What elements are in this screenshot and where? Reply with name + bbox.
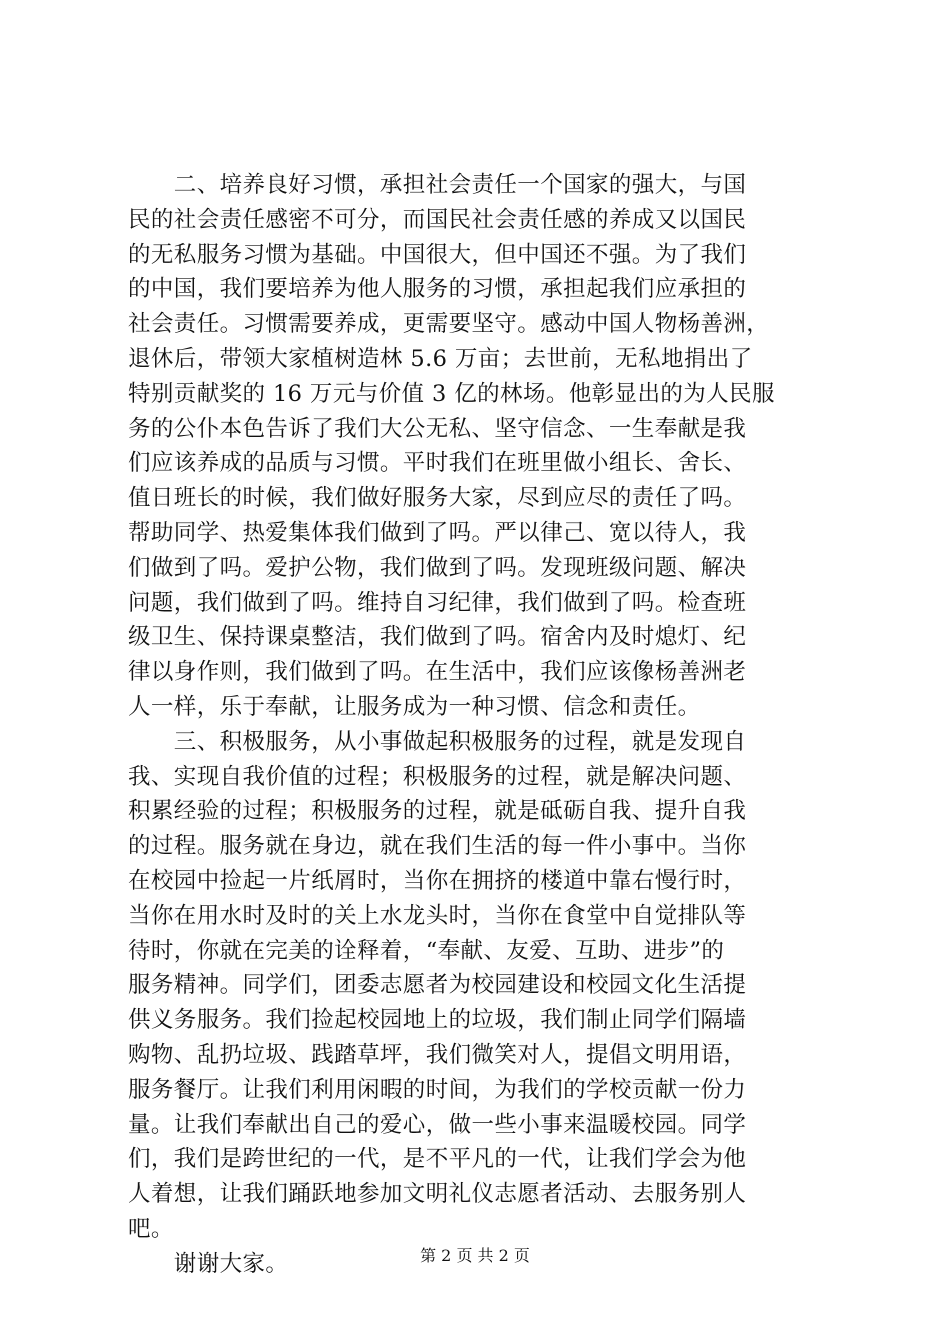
text-line: 帮助同学、热爱集体我们做到了吗。严以律己、宽以待人，我 [128,519,747,546]
text-line: 三、积极服务，从小事做起积极服务的过程，就是发现自 [128,728,747,755]
text-line: 积累经验的过程；积极服务的过程，就是砥砺自我、提升自我 [128,798,747,825]
page-number-footer: 第 2 页 共 2 页 [420,1246,530,1265]
text-line: 人着想，让我们踊跃地参加文明礼仪志愿者活动、去服务别人 [128,1181,747,1208]
text-line: 问题，我们做到了吗。维持自习纪律，我们做到了吗。检查班 [128,589,747,616]
text-line: 民的社会责任感密不可分，而国民社会责任感的养成又以国民 [128,206,747,233]
text-line: 的中国，我们要培养为他人服务的习惯，承担起我们应承担的 [128,276,747,303]
text-line: 待时，你就在完美的诠释着，“奉献、友爱、互助、进步”的 [128,937,725,964]
text-line: 当你在用水时及时的关上水龙头时，当你在食堂中自觉排队等 [128,902,747,929]
text-line: 在校园中捡起一片纸屑时，当你在拥挤的楼道中靠右慢行时， [128,867,747,894]
text-line: 购物、乱扔垃圾、践踏草坪，我们微笑对人，提倡文明用语， [128,1041,747,1068]
text-line: 们做到了吗。爱护公物，我们做到了吗。发现班级问题、解决 [128,554,747,581]
text-line: 谢谢大家。 [128,1250,289,1277]
text-line: 社会责任。习惯需要养成，更需要坚守。感动中国人物杨善洲， [128,311,770,338]
text-line: 量。让我们奉献出自己的爱心，做一些小事来温暖校园。同学 [128,1111,747,1138]
text-line: 特别贡献奖的 16 万元与价值 3 亿的林场。他彰显出的为人民服 [128,380,775,407]
document-body [128,168,828,1282]
text-line: 们，我们是跨世纪的一代，是不平凡的一代，让我们学会为他 [128,1146,747,1173]
text-line: 退休后，带领大家植树造林 5.6 万亩；去世前，无私地捐出了 [128,345,753,372]
text-line: 供义务服务。我们捡起校园地上的垃圾，我们制止同学们隔墙 [128,1007,747,1034]
text-line: 律以身作则，我们做到了吗。在生活中，我们应该像杨善洲老 [128,659,747,686]
text-line: 们应该养成的品质与习惯。平时我们在班里做小组长、舍长、 [128,450,747,477]
text-line: 服务精神。同学们，团委志愿者为校园建设和校园文化生活提 [128,972,747,999]
text-line: 我、实现自我价值的过程；积极服务的过程，就是解决问题、 [128,763,747,790]
text-line: 值日班长的时候，我们做好服务大家，尽到应尽的责任了吗。 [128,485,747,512]
text-line: 人一样，乐于奉献，让服务成为一种习惯、信念和责任。 [128,693,701,720]
text-line: 的过程。服务就在身边，就在我们生活的每一件小事中。当你 [128,833,747,860]
text-line: 务的公仆本色告诉了我们大公无私、坚守信念、一生奉献是我 [128,415,747,442]
text-line: 级卫生、保持课桌整洁，我们做到了吗。宿舍内及时熄灯、纪 [128,624,747,651]
text-line: 吧。 [128,1215,174,1242]
text-line: 的无私服务习惯为基础。中国很大，但中国还不强。为了我们 [128,241,747,268]
text-line: 服务餐厅。让我们利用闲暇的时间，为我们的学校贡献一份力 [128,1076,747,1103]
text-line: 二、培养良好习惯，承担社会责任一个国家的强大，与国 [128,172,747,198]
